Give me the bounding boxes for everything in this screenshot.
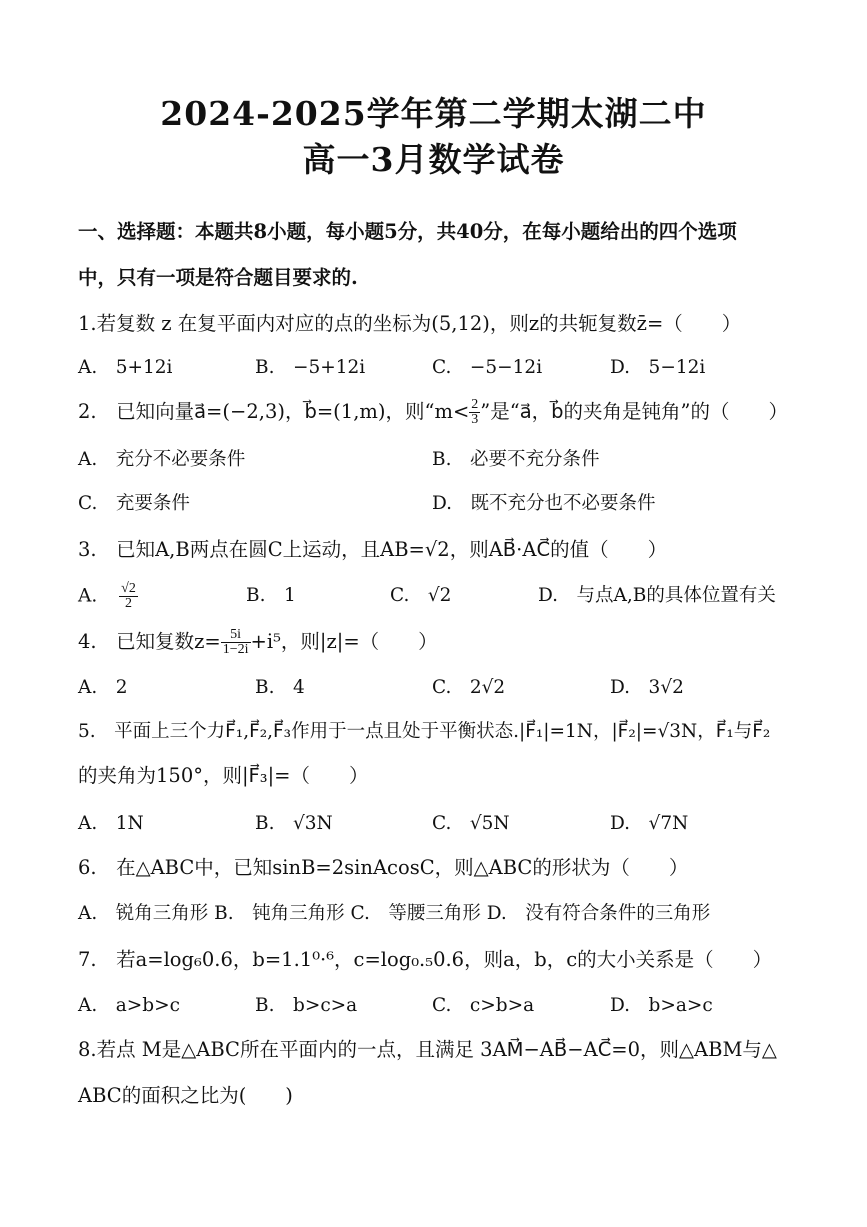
question-5-option-c: C. √5N xyxy=(432,813,510,834)
question-3-stem: 3. 已知A,B两点在圆C上运动，且AB=√2，则AB⃗·AC⃗的值（ ） xyxy=(78,538,668,561)
question-5-option-d: D. √7N xyxy=(610,813,689,834)
question-3-option-a xyxy=(78,582,138,611)
question-2-option-b: B. 必要不充分条件 xyxy=(432,449,600,470)
question-1-option-b: B. −5+12i xyxy=(255,357,366,378)
question-2-frac-den: 3 xyxy=(471,412,479,427)
question-2-option-d: D. 既不充分也不必要条件 xyxy=(432,493,656,514)
question-3-option-b: B. 1 xyxy=(246,585,296,606)
question-7-option-c: C. c>b>a xyxy=(432,995,535,1016)
question-6-options: A. 锐角三角形 B. 钝角三角形 C. 等腰三角形 D. 没有符合条件的三角形 xyxy=(78,903,711,924)
question-5-option-a: A. 1N xyxy=(78,813,144,834)
question-7-option-d: D. b>a>c xyxy=(610,995,713,1016)
question-6-stem: 6. 在△ABC中，已知sinB=2sinAcosC，则△ABC的形状为（ ） xyxy=(78,856,689,879)
question-4-frac-den: 1−2i xyxy=(222,642,249,657)
question-3-option-a-fraction xyxy=(119,582,138,611)
question-4-stem xyxy=(78,628,798,657)
exam-title-line1: 2024-2025学年第二学期太湖二中 xyxy=(160,94,707,133)
question-3-option-a-num: √2 xyxy=(121,581,136,596)
question-4-option-c: C. 2√2 xyxy=(432,677,506,698)
question-4-option-a: A. 2 xyxy=(78,677,128,698)
question-4-fraction xyxy=(221,628,251,657)
question-7-option-a: A. a>b>c xyxy=(78,995,180,1016)
question-2-stem-post: ”是“a⃗，b⃗的夹角是钝角”的（ ） xyxy=(480,400,789,423)
question-4-option-d: D. 3√2 xyxy=(610,677,684,698)
section-intro-line2: 中，只有一项是符合题目要求的. xyxy=(78,266,358,289)
question-1-option-a: A. 5+12i xyxy=(78,357,173,378)
question-1-option-c: C. −5−12i xyxy=(432,357,543,378)
question-4-frac-num: 5i xyxy=(221,628,251,643)
question-7-stem: 7. 若a=log₆0.6，b=1.1⁰·⁶，c=log₀.₅0.6，则a，b，c的大小关系是（ ） xyxy=(78,948,773,971)
question-2-stem xyxy=(78,398,798,427)
question-5-stem-line1: 5. 平面上三个力F⃗₁,F⃗₂,F⃗₃作用于一点且处于平衡状态.|F⃗₁|=1N，|F⃗₂|=√3N，F⃗₁与F⃗₂ xyxy=(78,721,771,742)
question-5-stem-line2: 的夹角为150°，则|F⃗₃|=（ ） xyxy=(78,764,369,787)
question-7-option-b: B. b>c>a xyxy=(255,995,358,1016)
section-intro-line1: 一、选择题：本题共8小题，每小题5分，共40分，在每小题给出的四个选项 xyxy=(78,220,737,243)
question-8-stem-line2: ABC的面积之比为( ) xyxy=(78,1084,293,1107)
question-2-option-c: C. 充要条件 xyxy=(78,493,190,514)
question-2-stem-pre: 2. 已知向量a⃗=(−2,3)，b⃗=(1,m)，则“m< xyxy=(78,400,470,423)
question-5-option-b: B. √3N xyxy=(255,813,333,834)
question-8-stem-line1: 8.若点 M是△ABC所在平面内的一点，且满足 3AM⃗−AB⃗−AC⃗=0，则△ABM与△ xyxy=(78,1038,777,1061)
question-3-option-a-label: A. xyxy=(78,585,98,607)
question-3-option-c: C. √2 xyxy=(390,585,452,606)
exam-title-line2: 高一3月数学试卷 xyxy=(302,140,565,179)
question-2-fraction xyxy=(469,398,480,427)
question-2-frac-num: 2 xyxy=(471,397,479,412)
question-4-stem-post: +i⁵，则|z|=（ ） xyxy=(250,630,438,653)
question-3-option-d: D. 与点A,B的具体位置有关 xyxy=(538,585,776,606)
question-1-option-d: D. 5−12i xyxy=(610,357,706,378)
question-4-option-b: B. 4 xyxy=(255,677,305,698)
question-4-stem-pre: 4. 已知复数z= xyxy=(78,630,221,653)
question-1-stem: 1.若复数 z 在复平面内对应的点的坐标为(5,12)，则z的共轭复数z̄=（ ） xyxy=(78,312,742,335)
question-2-option-a: A. 充分不必要条件 xyxy=(78,449,246,470)
question-3-option-a-den: 2 xyxy=(124,596,132,611)
